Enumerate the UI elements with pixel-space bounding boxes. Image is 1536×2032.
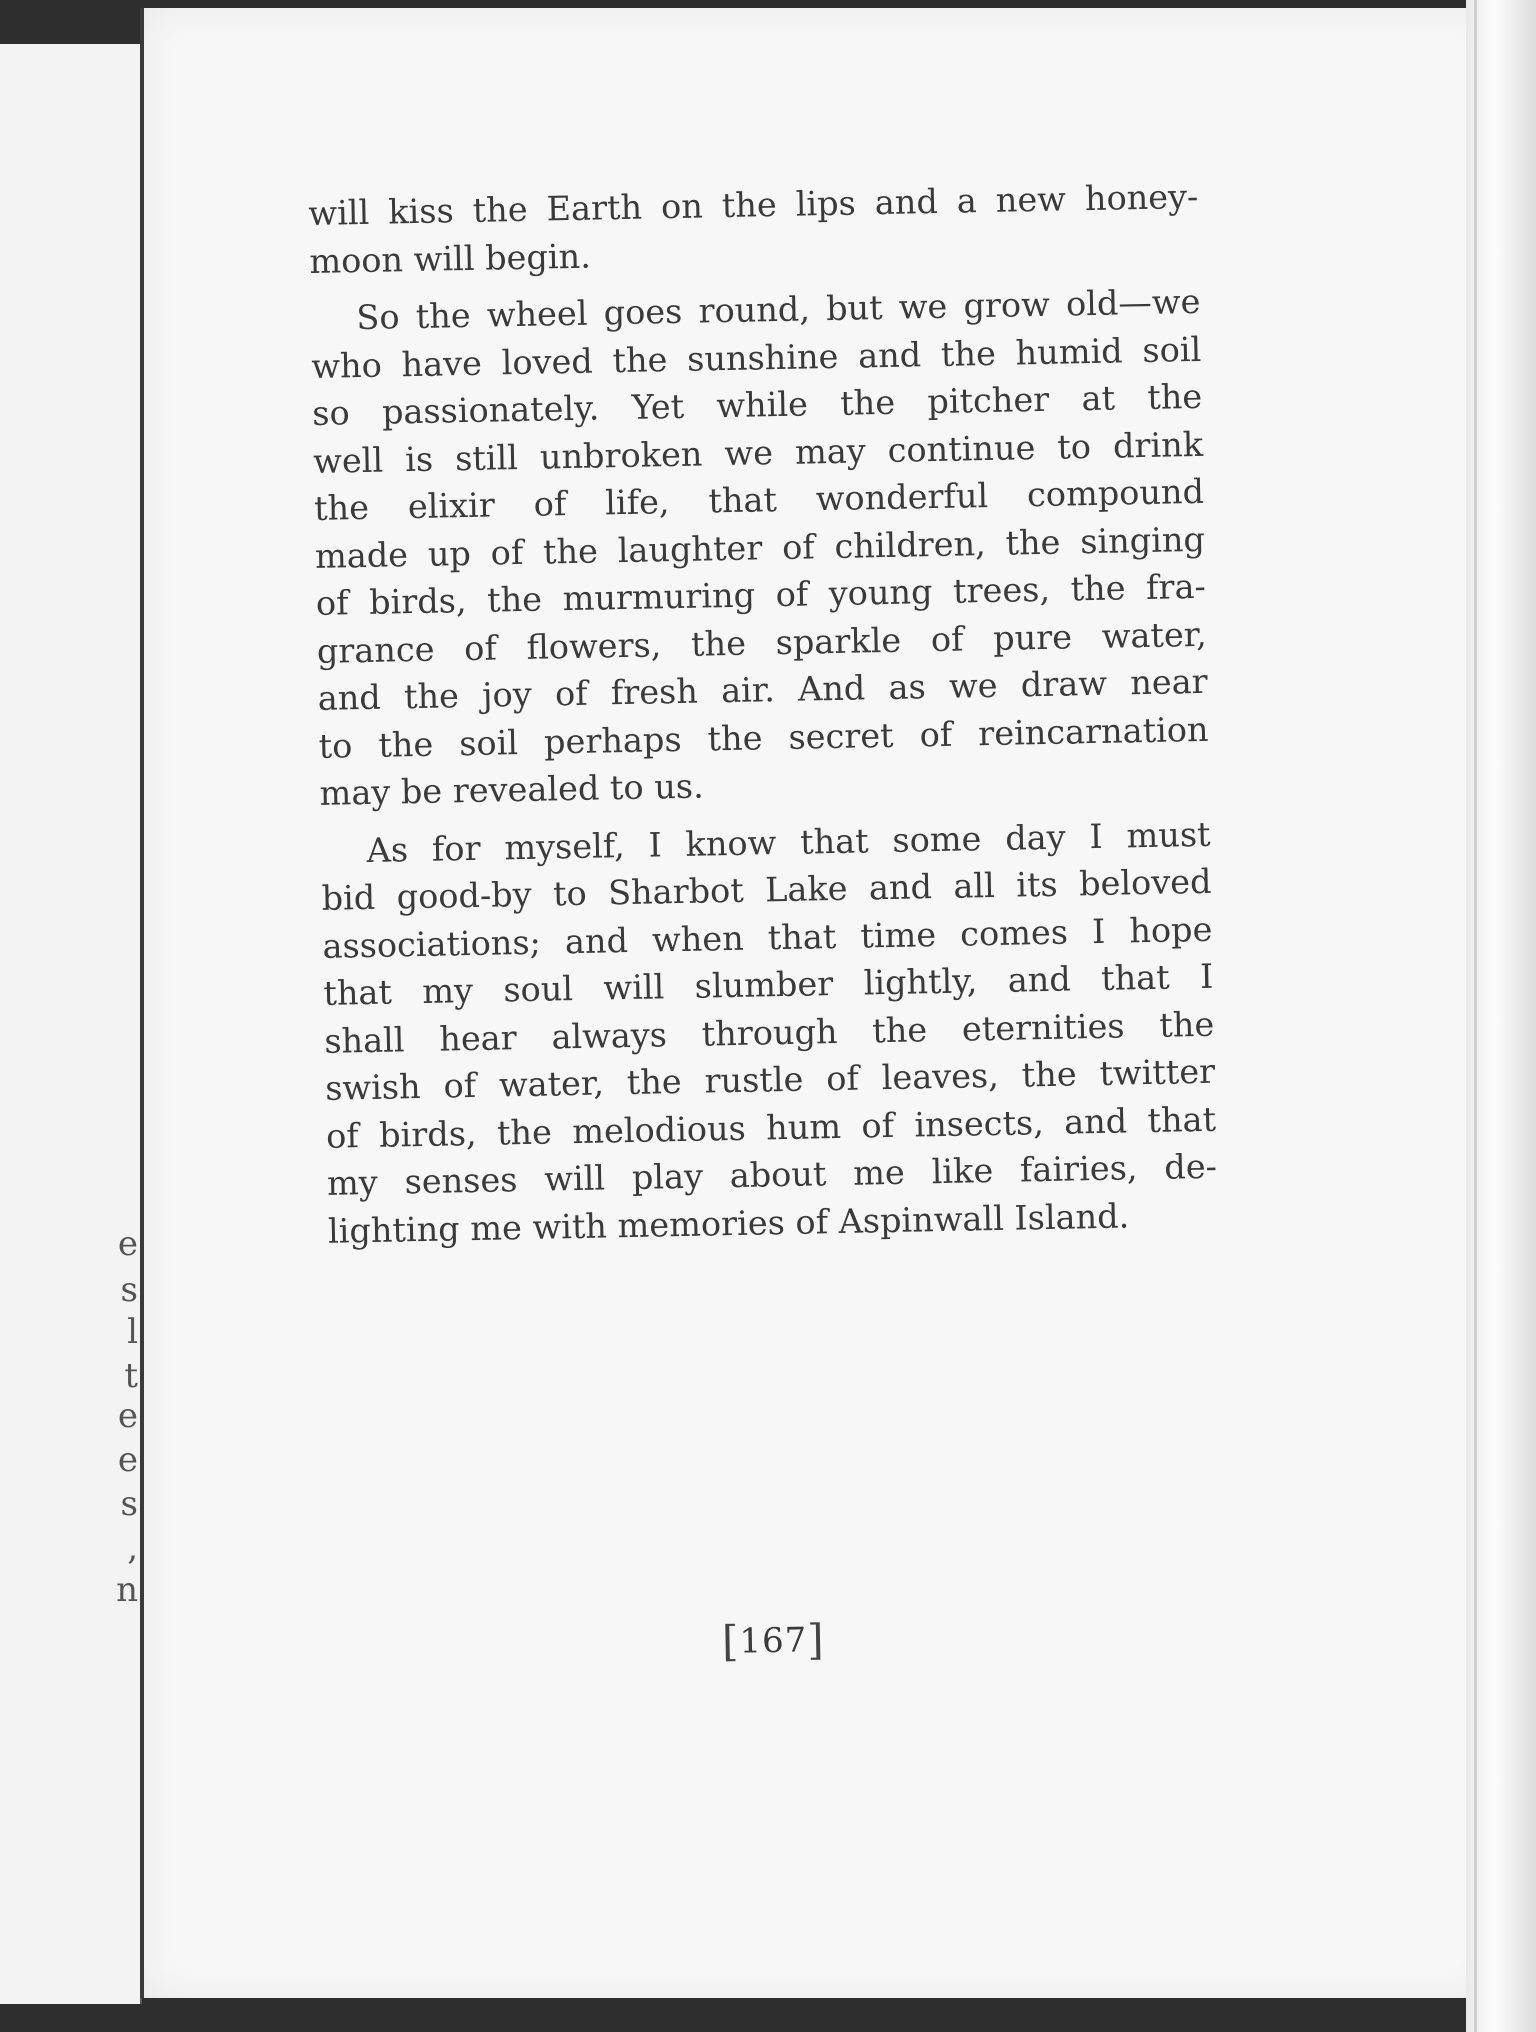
folio-right-bracket: ] xyxy=(806,1615,826,1665)
text-line: of birds, the murmuring of young trees, the fra- xyxy=(315,566,1207,623)
paragraph-3 xyxy=(320,810,1218,1255)
page-stack-edge xyxy=(1466,0,1536,2032)
page-number xyxy=(721,1615,826,1666)
bleed-char: , xyxy=(127,1528,138,1568)
text-line: to the soil perhaps the secret of reincarnation xyxy=(318,709,1209,766)
bleed-char: l xyxy=(127,1312,138,1352)
text-line: As for myself, I know that some day I must xyxy=(366,814,1211,870)
text-line: swish of water, the rustle of leaves, the twitter xyxy=(324,1051,1216,1108)
text-line: shall hear always through the eternities the xyxy=(323,1004,1215,1061)
text-line: moon will begin. xyxy=(308,236,592,281)
bleed-char: s xyxy=(120,1270,138,1310)
bleed-char: s xyxy=(120,1484,138,1524)
text-line: my senses will play about me like fairies, de- xyxy=(326,1146,1218,1203)
paragraph-1 xyxy=(308,173,1200,285)
text-line: may be revealed to us. xyxy=(319,766,705,813)
text-line: well is still unbroken we may continue to drink xyxy=(312,424,1204,481)
bleed-char: e xyxy=(117,1396,138,1436)
text-line: So the wheel goes round, but we grow old—we xyxy=(356,281,1201,338)
folio-number: 167 xyxy=(739,1620,808,1662)
text-line: who have loved the sunshine and the humid soil xyxy=(311,329,1202,386)
body-text xyxy=(308,173,1218,1255)
text-line: that my soul will slumber lightly, and that I xyxy=(323,956,1214,1013)
text-line: associations; and when that time comes I hope xyxy=(322,909,1213,966)
text-line: will kiss the Earth on the lips and a new honey- xyxy=(308,176,1199,233)
text-line: grance of flowers, the sparkle of pure water, xyxy=(316,614,1208,671)
bleed-char: e xyxy=(117,1224,138,1264)
bleed-char: t xyxy=(124,1356,138,1396)
text-line: made up of the laughter of children, the singing xyxy=(314,519,1206,576)
text-line: the elixir of life, that wonderful compound xyxy=(313,471,1205,528)
previous-page-edge xyxy=(0,44,142,2004)
text-line: of birds, the melodious hum of insects, and that xyxy=(325,1099,1217,1156)
bleed-char: n xyxy=(116,1570,138,1610)
text-line: bid good-by to Sharbot Lake and all its beloved xyxy=(321,861,1212,918)
page-fold-line xyxy=(1474,0,1477,2032)
text-line: lighting me with memories of Aspinwall Island. xyxy=(327,1195,1130,1251)
text-line: and the joy of fresh air. And as we draw near xyxy=(317,661,1208,718)
bleed-char: e xyxy=(117,1440,138,1480)
text-line: so passionately. Yet while the pitcher at the xyxy=(311,376,1203,433)
folio-left-bracket: [ xyxy=(721,1616,740,1666)
paragraph-2 xyxy=(310,278,1210,817)
